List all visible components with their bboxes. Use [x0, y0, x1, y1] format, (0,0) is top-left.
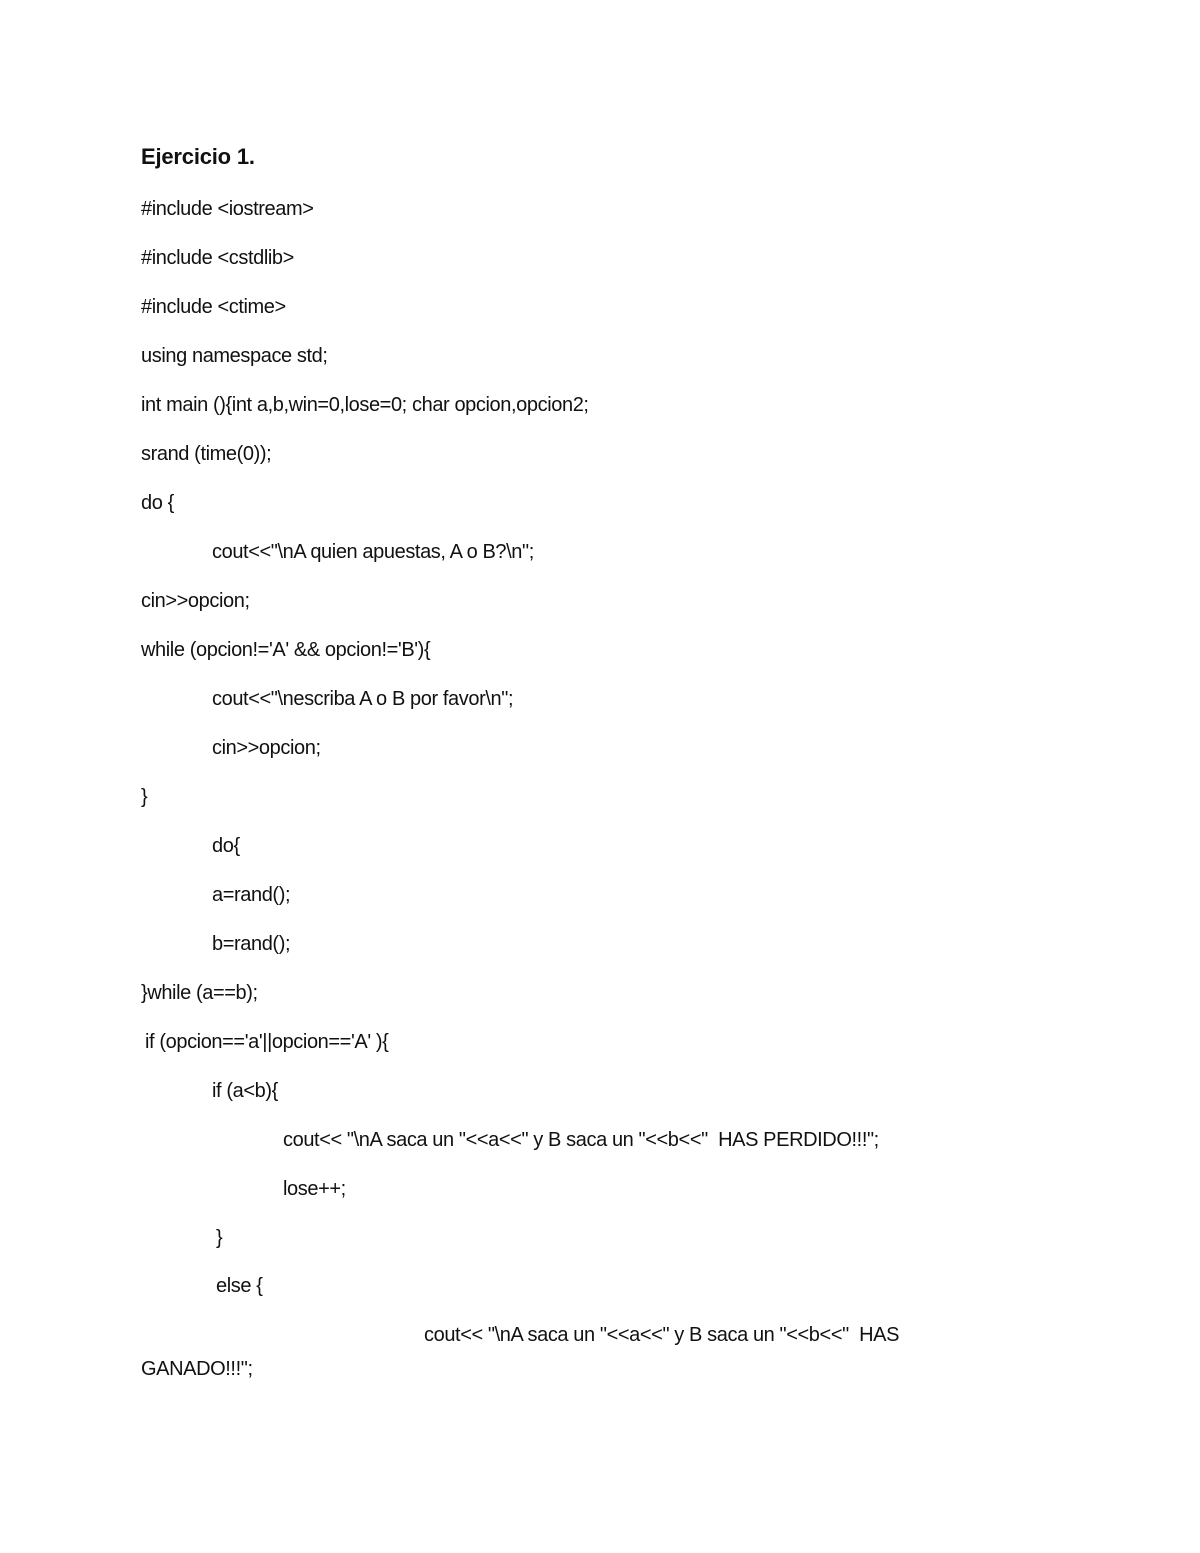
code-line: do{ — [212, 835, 240, 857]
code-line: cin>>opcion; — [141, 590, 250, 612]
code-line: while (opcion!='A' && opcion!='B'){ — [141, 639, 431, 661]
code-line: #include <ctime> — [141, 296, 286, 318]
code-line: int main (){int a,b,win=0,lose=0; char opcion,opcion2; — [141, 394, 589, 416]
code-line: #include <iostream> — [141, 198, 314, 220]
code-line: } — [141, 786, 148, 808]
page-title: Ejercicio 1. — [141, 144, 255, 169]
code-line: cout<<"\nA quien apuestas, A o B?\n"; — [212, 541, 534, 563]
code-line: cout<< "\nA saca un "<<a<<" y B saca un "<<b<<" HAS — [424, 1324, 900, 1346]
code-line: if (a<b){ — [212, 1080, 278, 1102]
code-line: else { — [216, 1275, 263, 1297]
code-line: }while (a==b); — [141, 982, 258, 1004]
code-line: lose++; — [283, 1178, 346, 1200]
code-line: cout<<"\nescriba A o B por favor\n"; — [212, 688, 514, 710]
code-line: srand (time(0)); — [141, 443, 272, 465]
code-line: if (opcion=='a'||opcion=='A' ){ — [145, 1031, 389, 1053]
code-line: cin>>opcion; — [212, 737, 321, 759]
code-line: GANADO!!!"; — [141, 1358, 253, 1380]
code-line: b=rand(); — [212, 933, 291, 955]
code-line: using namespace std; — [141, 345, 328, 367]
code-line: cout<< "\nA saca un "<<a<<" y B saca un "<<b<<" HAS PERDIDO!!!"; — [283, 1129, 879, 1151]
code-line: } — [216, 1227, 223, 1249]
code-line: do { — [141, 492, 174, 514]
code-line: #include <cstdlib> — [141, 247, 294, 269]
code-line: a=rand(); — [212, 884, 291, 906]
